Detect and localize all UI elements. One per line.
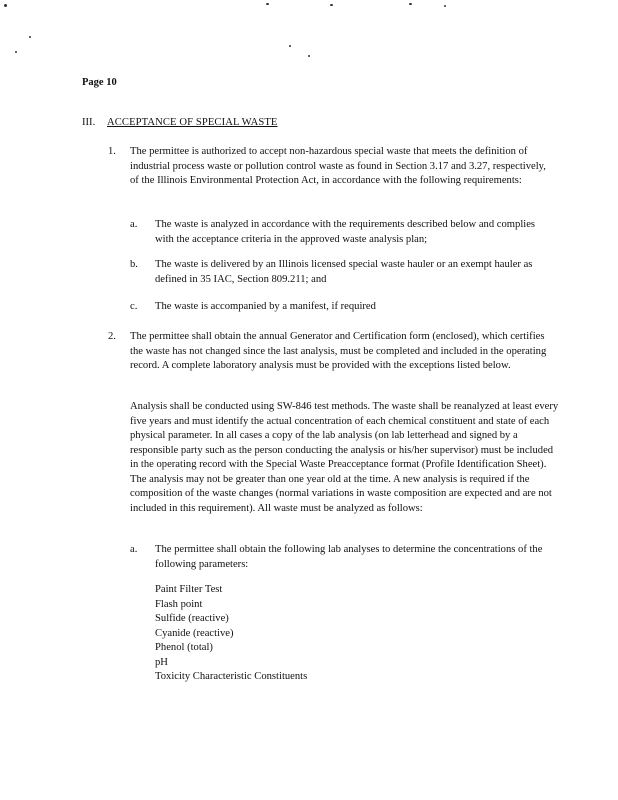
page-number: Page 10 [82, 77, 117, 88]
parameter-item: Paint Filter Test [155, 584, 223, 595]
subitem-letter: c. [130, 301, 138, 312]
subitem-letter: a. [130, 544, 138, 555]
scan-speck [330, 4, 333, 6]
parameter-item: Cyanide (reactive) [155, 627, 234, 639]
item-number: 2. [108, 331, 116, 342]
subitem-text: The permittee shall obtain the following lab analyses to determine the concentrations of the following parameters: [155, 544, 543, 570]
parameter-list [155, 583, 405, 685]
scan-speck [15, 51, 17, 53]
parameter-item: pH [155, 656, 168, 668]
section-number: III. [82, 117, 96, 128]
scan-speck [444, 5, 446, 7]
item-2-text: The permittee shall obtain the annual Generator and Certification form (enclosed), which certifies the waste has not changed since the last analysis, must be completed and included in the operating record. A complete laboratory analysis must be provided with the exceptions listed below. [130, 331, 547, 371]
scan-speck [308, 55, 310, 57]
subitem-letter: a. [130, 219, 138, 230]
subitem-letter: b. [130, 259, 138, 270]
parameter-item: Phenol (total) [155, 642, 213, 653]
scan-speck [289, 45, 291, 47]
item-number: 1. [108, 146, 116, 157]
scan-speck [4, 4, 7, 7]
scan-speck [29, 36, 31, 38]
scan-speck [409, 3, 412, 5]
parameter-item: Flash point [155, 598, 203, 610]
subitem-text: The waste is analyzed in accordance with the requirements described below and complies with the acceptance criteria in the approved waste analysis plan; [155, 219, 536, 245]
scan-speck [266, 3, 269, 5]
subitem-text: The waste is accompanied by a manifest, if required [155, 301, 376, 312]
subitem-text: The waste is delivered by an Illinois licensed special waste hauler or an exempt hauler as defined in 35 IAC, Section 809.211; and [155, 259, 533, 285]
parameter-item: Sulfide (reactive) [155, 613, 229, 624]
item-1-text: The permittee is authorized to accept non-hazardous special waste that meets the definition of industrial process waste or pollution control waste as found in Section 3.17 and 3.27, respectively, of the Illinois Environmental Protection Act, in accordance with the following requirements: [130, 146, 546, 186]
item-2-analysis-paragraph: Analysis shall be conducted using SW-846 test methods. The waste shall be reanalyzed at least every five years and must identify the actual concentration of each chemical constituent and state of each physical parameter. In all cases a copy of the lab analysis (on lab letterhead and signed by a responsible party such as the person conducting the analysis or his/her supervisor) must be included in the operating record with the Special Waste Preacceptance format (Profile Identification Sheet). The analysis may not be greater than one year old at the time. A new analysis is required if the composition of the waste changes (normal variations in waste composition are expected and are not included in this requirement). All waste must be analyzed as follows: [130, 401, 559, 514]
section-title: ACCEPTANCE OF SPECIAL WASTE [107, 117, 278, 128]
parameter-item: Toxicity Characteristic Constituents [155, 671, 308, 682]
